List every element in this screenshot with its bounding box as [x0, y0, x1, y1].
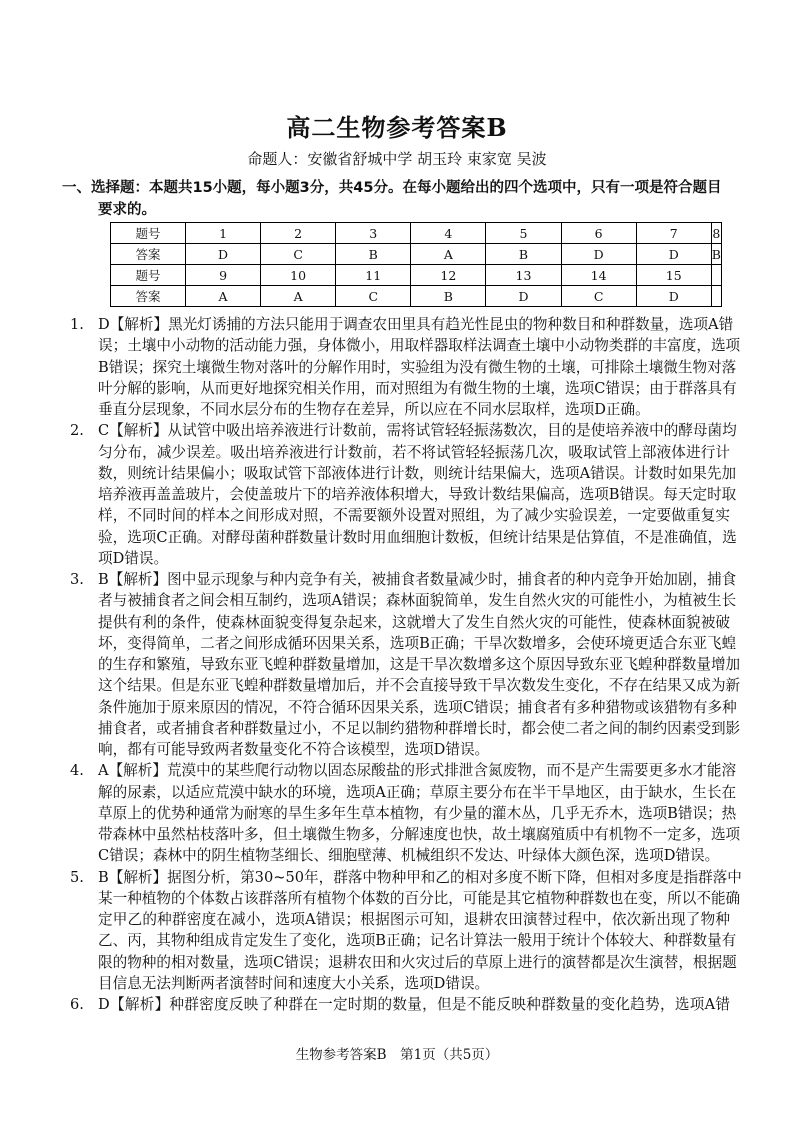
- table-row: [111, 244, 722, 265]
- explanation-line: 目信息无法判断两者演替时间和速度大小关系，选项D错误。: [98, 974, 490, 992]
- explanation-line: C错误；森林中的阴生植物茎细长、细胞壁薄、机械组织不发达、叶绿体大颜色深，选项D错误。: [98, 847, 720, 865]
- explanation-line: D【解析】黑光灯诱捕的方法只能用于调查农田里具有趋光性昆虫的物种数目和种群数量，选项A错: [98, 316, 734, 333]
- explanation-line: B【解析】据图分析，第30~50年，群落中物种甲和乙的相对多度不断下降，但相对多度是指群落中: [98, 868, 742, 886]
- section-heading: [62, 177, 732, 221]
- explanation-line: 者与被捕食者之间会相互制约，选项A错误；森林面貌简单，发生自然火灾的可能性小，为植被生长: [98, 592, 737, 610]
- table-cell: [711, 265, 721, 286]
- table-row: [111, 286, 722, 307]
- table-cell: 11: [336, 265, 411, 286]
- row-header-cell: 题号: [111, 265, 186, 286]
- row-header-cell: 答案: [111, 286, 186, 307]
- explanation-line: C【解析】从试管中吸出培养液进行计数前，需将试管轻轻振荡数次，目的是使培养液中的酵母菌均: [98, 422, 737, 440]
- list-item: [62, 569, 741, 760]
- table-cell: D: [636, 286, 711, 307]
- row-header-cell: 题号: [111, 223, 186, 244]
- list-item: [62, 314, 741, 420]
- table-cell: D: [636, 244, 711, 265]
- table-row: [111, 223, 722, 244]
- table-cell: 6: [561, 223, 636, 244]
- table-cell: A: [186, 286, 261, 307]
- explanation-line: 数，则统计结果偏小；吸取试管下部液体进行计数，则统计结果偏大，选项A错误。计数时如果先加: [98, 464, 737, 482]
- table-cell: C: [561, 286, 636, 307]
- table-cell: C: [261, 244, 336, 265]
- section-heading-line: 一、选择题：本题共15小题，每小题3分，共45分。在每小题给出的四个选项中，只有一项是符合题目: [62, 180, 722, 196]
- explanation-line: 这个结果。但是东亚飞蝗种群数量增加后，并不会直接导致干旱次数发生变化，不存在结果又成为新: [98, 677, 741, 695]
- table-cell: B: [486, 244, 561, 265]
- item-number: 1.: [70, 316, 84, 333]
- explanation-line: 垂直分层现象，不同水层分布的生物存在差异，所以应在不同水层取样，选项D正确。: [98, 401, 650, 418]
- table-cell: 3: [336, 223, 411, 244]
- item-number: 6.: [70, 996, 84, 1013]
- page-footer: 生物参考答案B 第1页（共5页）: [295, 1047, 499, 1063]
- explanation-line: 带森林中虽然枯枝落叶多，但土壤微生物多，分解速度也快，故土壤腐殖质中有机物不一定多，选项: [98, 826, 741, 843]
- explanation-line: 响，都有可能导致两者数量变化不符合该模型，选项D错误。: [98, 741, 490, 758]
- explanation-line: 条件施加于原来原因的情况，不符合循环因果关系，选项C错误；捕食者有多种猎物或该猎物有多种: [98, 698, 737, 716]
- table-cell: 1: [186, 223, 261, 244]
- table-cell: 13: [486, 265, 561, 286]
- table-cell: 15: [636, 265, 711, 286]
- explanation-line: 叶分解的影响，从而更好地探究相关作用，而对照组为有微生物的土壤，选项C错误；由于群落具有: [98, 379, 737, 397]
- item-number: 3.: [70, 571, 84, 588]
- table-cell: D: [486, 286, 561, 307]
- table-cell: 5: [486, 223, 561, 244]
- explanation-line: D【解析】种群密度反映了种群在一定时期的数量，但是不能反映种群数量的变化趋势，选项A错: [98, 996, 730, 1013]
- table-cell: 8: [711, 223, 721, 244]
- section-heading-line: 要求的。: [98, 202, 156, 218]
- explanation-line: 误；土壤中小动物的活动能力强，身体微小，用取样器取样法调查土壤中小动物类群的丰富度，选项: [98, 337, 741, 355]
- list-item: [62, 760, 741, 866]
- table-cell: 12: [411, 265, 486, 286]
- explanation-line: 验，选项C正确。对酵母菌种群数量计数时用血细胞计数板，但统计结果是估算值，不是准确值，选: [98, 528, 737, 546]
- explanation-line: 培养液再盖盖玻片，会使盖玻片下的培养液体积增大，导致计数结果偏高，选项B错误。每天定时取: [98, 486, 737, 503]
- explanation-line: 乙、丙，其物种组成肯定发生了变化，选项B正确；记名计算法一般用于统计个体较大、种群数量有: [98, 932, 737, 950]
- list-item: [62, 994, 730, 1015]
- explanation-line: 项D错误。: [98, 549, 169, 567]
- explanation-line: 解的尿素，以适应荒漠中缺水的环境，选项A正确；草原主要分布在半干旱地区，由于缺水，生长在: [98, 783, 737, 801]
- table-cell: B: [711, 244, 721, 265]
- item-number: 5.: [70, 868, 84, 886]
- list-item: [62, 867, 742, 995]
- explanation-line: B错误；探究土壤微生物对落叶的分解作用时，实验组为没有微生物的土壤，可排除土壤微生物对落: [98, 358, 737, 376]
- item-number: 4.: [70, 762, 84, 780]
- list-item: [62, 420, 737, 569]
- explanation-line: 的生存和繁殖，导致东亚飞蝗种群数量增加，这是干旱次数增多这个原因导致东亚飞蝗种群数量增加: [98, 656, 741, 673]
- explanation-line: 提供有利的条件，使森林面貌变得复杂起来，这就增大了发生自然火灾的可能性，使森林面貌被破: [98, 613, 730, 631]
- explanation-line: 样，不同时间的样本之间形成对照，不需要额外设置对照组，为了减少实验误差，一定要做重复实: [98, 507, 730, 525]
- table-cell: D: [561, 244, 636, 265]
- table-cell: 14: [561, 265, 636, 286]
- explanation-line: 坏，变得简单，二者之间形成循环因果关系，选项B正确；干旱次数增多，会使环境更适合东亚飞蝗: [98, 634, 737, 652]
- authors: 命题人：安徽省舒城中学 胡玉玲 束家宽 吴波: [247, 150, 547, 168]
- explanation-line: 草原上的优势种通常为耐寒的旱生多年生草本植物，有少量的灌木丛，几乎无乔木，选项B错误；热: [98, 804, 737, 822]
- row-header-cell: 答案: [111, 244, 186, 265]
- explanation-line: 限的物种的相对数量，选项C错误；退耕农田和火灾过后的草原上进行的演替都是次生演替，根据题: [98, 953, 737, 971]
- table-row: [111, 265, 722, 286]
- table-cell: 9: [186, 265, 261, 286]
- table-cell: D: [186, 244, 261, 265]
- table-cell: C: [336, 286, 411, 307]
- table-cell: [711, 286, 721, 307]
- explanation-line: 捕食者，或者捕食者种群数量过小，不足以制约猎物种群增长时，都会使二者之间的制约因素受到影: [98, 719, 741, 737]
- table-cell: 7: [636, 223, 711, 244]
- table-cell: A: [261, 286, 336, 307]
- explanation-line: A【解析】荒漠中的某些爬行动物以固态尿酸盐的形式排泄含氮废物，而不是产生需要更多水才能溶: [98, 762, 737, 780]
- page-title: 高二生物参考答案B: [286, 113, 508, 142]
- table-cell: B: [411, 286, 486, 307]
- item-number: 2.: [70, 422, 84, 440]
- explanation-line: 匀分布，减少误差。吸出培养液进行计数前，若不将试管轻轻振荡几次，吸取试管上部液体进行计: [98, 443, 730, 461]
- table-cell: 4: [411, 223, 486, 244]
- explanation-line: 某一种植物的个体数占该群落所有植物个体数的百分比，可能是其它植物种群数也在变，所以不能确: [98, 889, 741, 907]
- table-cell: 10: [261, 265, 336, 286]
- table-cell: B: [336, 244, 411, 265]
- explanation-line: 定甲乙的种群密度在减小，选项A错误；根据图示可知，退耕农田演替过程中，依次新出现了物种: [98, 911, 730, 928]
- explanation-line: B【解析】图中显示现象与种内竞争有关，被捕食者数量减少时，捕食者的种内竞争开始加剧，捕食: [98, 571, 737, 588]
- table-cell: 2: [261, 223, 336, 244]
- table-cell: A: [411, 244, 486, 265]
- answer-table: [110, 222, 722, 307]
- answer-explanations: [62, 314, 742, 1015]
